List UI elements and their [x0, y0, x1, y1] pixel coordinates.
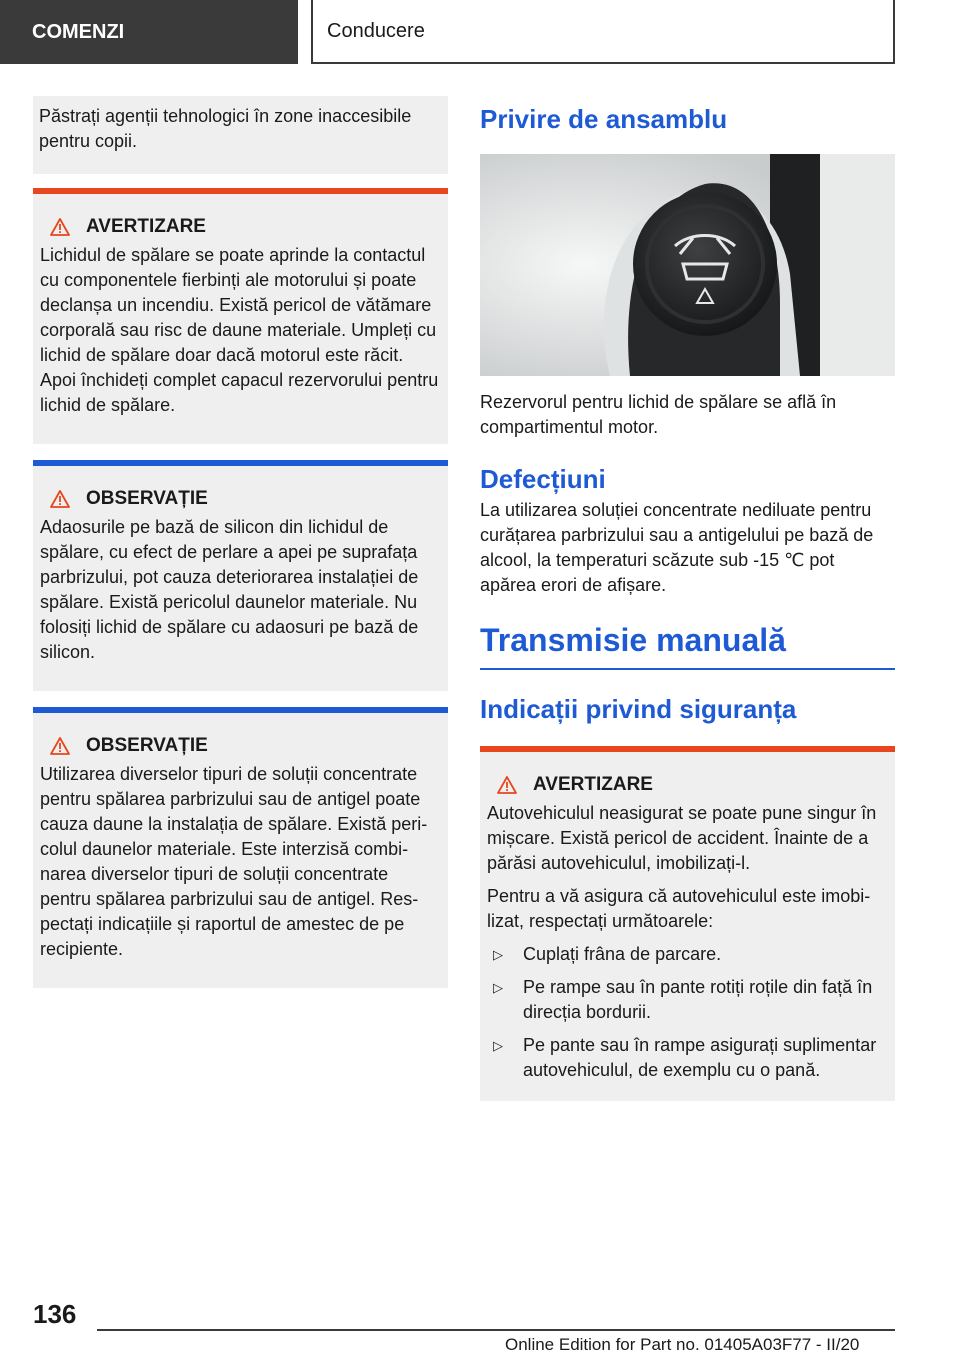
- overview-heading: Privire de ansamblu: [480, 104, 728, 134]
- warning-triangle-icon: [50, 218, 70, 236]
- chapter-label: Conducere: [327, 19, 425, 42]
- note-title: OBSERVAȚIE: [86, 735, 208, 756]
- section-label: COMENZI: [32, 20, 125, 43]
- chapter-tab: [311, 0, 895, 64]
- note-box-mixing: [33, 707, 448, 988]
- list-item: [487, 942, 886, 967]
- left-column: [33, 96, 448, 1000]
- warning-box-fire: [33, 188, 448, 444]
- warning-triangle-icon: [50, 490, 70, 508]
- right-column: [480, 96, 895, 1113]
- warning-title: AVERTIZARE: [533, 774, 653, 795]
- bullet-triangle-icon: ▷: [493, 980, 503, 995]
- footer-rule: [97, 1329, 895, 1331]
- warning-box-parking: [480, 746, 895, 1101]
- warning-title: AVERTIZARE: [86, 216, 206, 237]
- note-title-row: [40, 486, 439, 511]
- faults-heading: Defecțiuni: [480, 464, 606, 494]
- warning-text: Lichidul de spălare se poate aprinde la contactul cu componentele fierbinți ale motorului și poate declanșa un incendiu. Există pericol de vătămare corporală sau risc de daune materiale. Umpleți cu lichid de spălare doar dacă motorul este răcit. Apoi închideți complet capacul rezervorului pentru lichid de spălare.: [40, 245, 439, 415]
- photo-caption: Rezervorul pentru lichid de spălare se află în compartimentul motor.: [480, 392, 837, 437]
- intro-box: [33, 96, 448, 174]
- washer-reservoir-photo: [480, 154, 895, 376]
- faults-text: La utilizarea soluției concentrate nediluate pentru curățarea parbrizului sau a antigelului pe bază de alcool, la temperaturi scăzute sub -15 ℃ pot apărea erori de afișare.: [480, 500, 874, 595]
- bullet-triangle-icon: ▷: [493, 1038, 503, 1053]
- warning-text-2: Pentru a vă asigura că autovehiculul este imobilizat, respectați următoarele:: [487, 886, 871, 931]
- warning-triangle-icon: [497, 776, 517, 794]
- section-tab: [0, 0, 298, 64]
- intro-text: Păstrați agenții tehnologici în zone inaccesibile pentru copii.: [39, 106, 412, 151]
- list-item-text: Pe rampe sau în pante rotiți roțile din față în direcția bordurii.: [523, 977, 873, 1022]
- safety-heading: Indicații privind siguranța: [480, 694, 797, 724]
- bullet-triangle-icon: ▷: [493, 947, 503, 962]
- list-item: [487, 1033, 886, 1083]
- warning-title-row: [487, 772, 886, 797]
- section-rule: [480, 668, 895, 670]
- list-item-text: Pe pante sau în rampe asigurați suplimentar autovehiculul, de exemplu cu o pană.: [523, 1035, 877, 1080]
- section-heading: Transmisie manuală: [480, 622, 786, 658]
- list-item: [487, 975, 886, 1025]
- warning-text: Autovehiculul neasigurat se poate pune singur în mișcare. Există pericol de accident. Înainte de a părăsi autovehiculul, imobilizați-l.: [487, 803, 877, 873]
- washer-cap-image: [480, 154, 895, 376]
- warning-title-row: [40, 214, 439, 239]
- note-text: Adaosurile pe bază de silicon din lichidul de spălare, cu efect de perlare a apei pe suprafața parbrizului, pot cauza deteriorarea instalației de spălare. Există pericolul daunelor materiale. Nu folosiți lichid de spălare cu adaosuri pe bază de silicon.: [40, 517, 419, 662]
- page-number: 136: [33, 1299, 77, 1329]
- warning-triangle-icon: [50, 737, 70, 755]
- note-title-row: [40, 733, 439, 758]
- list-item-text: Cuplați frâna de parcare.: [523, 944, 722, 964]
- note-text: Utilizarea diverselor tipuri de soluții concentrate pentru spălarea parbrizului sau de antigel poate cauza daune la instalația de spălare. Există pericolul daunelor materiale. Este interzisă combinarea diverselor tipuri de soluții concentrate pentru spălarea parbrizului sau de antigel. Respectați indicațiile și raportul de amestec de pe recipiente.: [40, 764, 428, 959]
- note-title: OBSERVAȚIE: [86, 488, 208, 509]
- edition-note: Online Edition for Part no. 01405A03F77 - II/20: [505, 1335, 860, 1354]
- note-box-silicon: [33, 460, 448, 691]
